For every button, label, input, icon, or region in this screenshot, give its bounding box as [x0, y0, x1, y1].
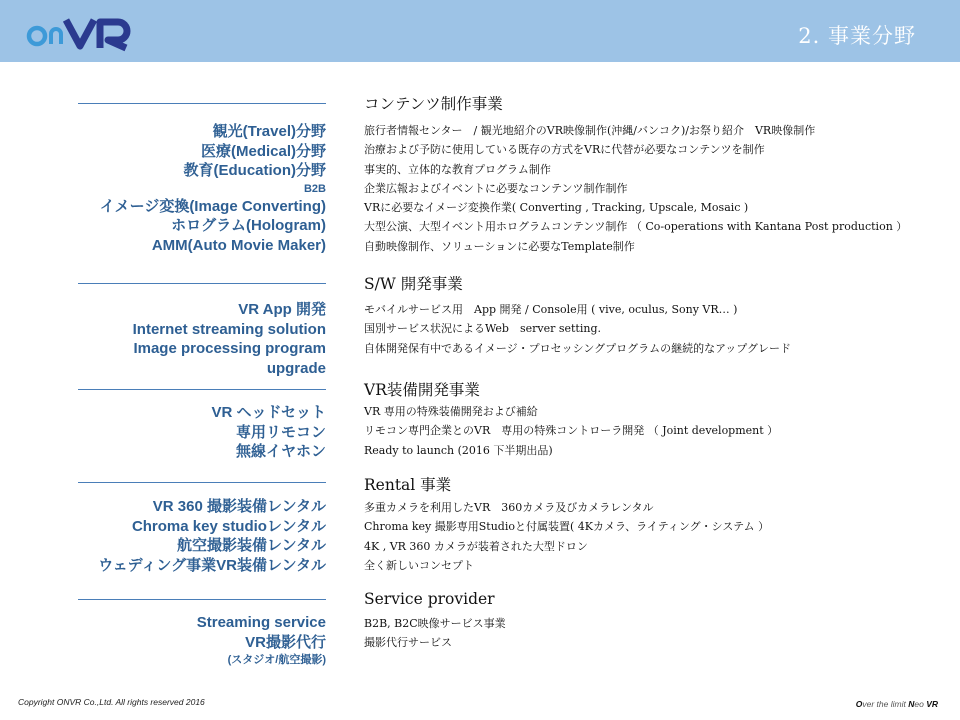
section-left-contents	[100, 122, 326, 255]
left-item: Image processing program	[133, 340, 326, 357]
desc-line: VRに必要なイメージ変換作業( Converting , Tracking, Upscale, Mosaic )	[364, 201, 749, 215]
left-item: Streaming service	[196, 614, 326, 631]
desc-line: 企業広報およびイベントに必要なコンテンツ制作制作	[364, 181, 628, 195]
section-left-rental	[98, 497, 326, 575]
desc-line: 国別サービス状況によるWeb server setting.	[364, 322, 601, 336]
section-divider	[78, 599, 326, 600]
desc-line: 撮影代行サービス	[364, 636, 452, 650]
desc-line: 大型公演、大型イベント用ホログラムコンテンツ制作 （ Co-operations with Kantana Post production ）	[364, 220, 908, 234]
left-item: upgrade	[266, 359, 326, 377]
section-title-software: S/W 開発事業	[364, 275, 463, 293]
desc-line: モバイルサービス用 App 開発 / Console用 ( vive, oculus, Sony VR… )	[364, 303, 738, 316]
desc-line: VR 専用の特殊装備開発および補給	[364, 405, 538, 418]
left-item: ホログラム(Hologram)	[171, 217, 326, 234]
desc-line: 旅行者情報センター / 観光地紹介のVR映像制作(沖縄/バンコク)/お祭り紹介 VR映像制作	[364, 124, 816, 137]
section-title-rental: Rental 事業	[364, 476, 452, 494]
tagline-vr: VR	[926, 699, 938, 709]
section-divider	[78, 103, 326, 104]
section-desc-rental	[364, 498, 769, 575]
section-divider	[78, 389, 326, 390]
section-divider	[78, 283, 326, 284]
desc-line: 全く新しいコンセプト	[364, 558, 474, 572]
section-left-equipment	[211, 403, 326, 462]
desc-line: 多重カメラを利用したVR 360カメラ及びカメラレンタル	[364, 501, 654, 514]
desc-line: 4K , VR 360 カメラが装着された大型ドロン	[364, 539, 588, 553]
section-desc-equipment	[364, 402, 778, 460]
left-item: VR App 開発	[238, 301, 326, 318]
tagline-part1: ver the limit	[862, 699, 909, 709]
left-item: B2B	[303, 182, 326, 195]
tagline-o: O	[855, 699, 863, 709]
section-title-contents: コンテンツ制作事業	[364, 95, 503, 113]
section-title-service: Service provider	[364, 590, 495, 608]
left-item: イメージ変換(Image Converting)	[99, 197, 326, 215]
section-desc-contents	[364, 121, 907, 256]
left-item: 専用リモコン	[235, 423, 326, 441]
footer-tagline	[856, 699, 938, 709]
onvr-logo	[26, 14, 146, 52]
section-left-service	[197, 613, 326, 668]
desc-line: Ready to launch (2016 下半期出品)	[364, 443, 553, 457]
left-item: VR 360 撮影装備レンタル	[152, 498, 326, 515]
desc-line: Chroma key 撮影専用Studioと付属装置( 4Kカメラ、ライティング・システム ）	[364, 520, 770, 534]
desc-line: 自動映像制作、ソリューションに必要なTemplate制作	[364, 239, 635, 253]
left-item: VR撮影代行	[245, 633, 326, 651]
desc-line: 自体開発保有中であるイメージ・プロセッシングプログラムの継続的なアップグレード	[364, 341, 791, 355]
section-title-equipment: VR装備開発事業	[364, 381, 480, 399]
left-item: (スタジオ/航空撮影)	[227, 654, 326, 666]
left-item: 観光(Travel)分野	[212, 123, 326, 140]
left-item: VR ヘッドセット	[211, 404, 326, 421]
desc-line: 事実的、立体的な教育プログラム制作	[364, 162, 551, 176]
desc-line: リモコン専門企業とのVR 専用の特殊コントローラ開発 （ Joint development ）	[364, 424, 779, 438]
desc-line: B2B, B2C映像サービス事業	[364, 617, 506, 630]
section-desc-service	[364, 614, 506, 653]
tagline-part2: eo	[914, 699, 927, 709]
copyright-text: Copyright ONVR Co.,Ltd. All rights reserved 2016	[18, 697, 205, 707]
left-item: Chroma key studioレンタル	[131, 517, 326, 535]
section-divider	[78, 482, 326, 483]
desc-line: 治療および予防に使用している既存の方式をVRに代替が必要なコンテンツを制作	[364, 143, 765, 157]
slide-title: 2. 事業分野	[798, 24, 916, 48]
tagline-n: N	[908, 699, 915, 709]
left-item: 無線イヤホン	[235, 443, 326, 460]
left-item: ウェディング事業VR装備レンタル	[98, 556, 326, 574]
left-item: 教育(Education)分野	[183, 162, 326, 179]
section-left-software	[133, 300, 326, 378]
left-item: 医療(Medical)分野	[200, 142, 326, 160]
left-item: AMM(Auto Movie Maker)	[151, 236, 326, 254]
header-bar	[0, 0, 960, 62]
section-desc-software	[364, 300, 791, 358]
left-item: 航空撮影装備レンタル	[176, 537, 326, 554]
left-item: Internet streaming solution	[132, 320, 326, 338]
